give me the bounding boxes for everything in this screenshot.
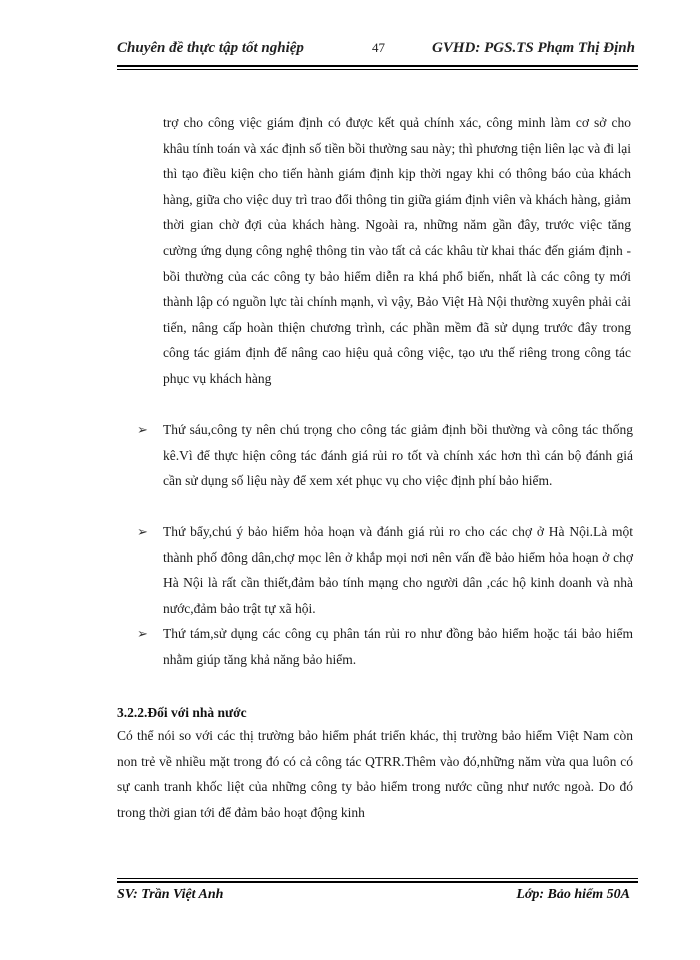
- footer-student: SV: Trần Việt Anh: [117, 887, 224, 902]
- list-item-text: Thứ tám,sử dụng các công cụ phân tán rủi ro như đồng bảo hiểm hoặc tái bảo hiểm nhằm giúp tăng khả năng bảo hiểm.: [163, 626, 633, 667]
- list-item: [137, 621, 633, 672]
- body-paragraph-2: Có thể nói so với các thị trường bảo hiểm phát triển khác, thị trường bảo hiểm Việt Nam còn non trẻ về nhiều mặt trong đó có cả công tác QTRR.Thêm vào đó,những năm vừa qua luôn có sự canh tranh khốc liệt của những công ty bảo hiểm trong nước cũng như nước ngoà. Do đó trong thời gian tới để đảm bảo hoạt động kinh: [117, 728, 633, 820]
- arrowhead-bullet-icon: ➢: [137, 422, 148, 437]
- body-paragraph-1: trợ cho công việc giám định có được kết quả chính xác, công minh làm cơ sở cho khâu tính toán và xác định số tiền bồi thường sau này; thì phương tiện liên lạc và đi lại thì tạo điều kiện cho tiến hành giám định kịp thời ngay khi có thông báo của khách hàng, giữa cho việc duy trì trao đổi thông tin giữa giám định viên và khách hàng, giảm thời gian chờ đợi của khách hàng. Ngoài ra, những năm gần đây, trước việc tăng cường ứng dụng công nghệ thông tin vào tất cả các khâu từ khai thác đến giám định - bồi thường của các công ty bảo hiểm diễn ra khá phổ biến, nhất là các công ty mới thành lập có nguồn lực tài chính mạnh, vì vậy, Bảo Việt Hà Nội thường xuyên phải cải tiến, nâng cấp hoàn thiện chương trình, các phần mềm đã sử dụng trước đây trong công tác giám định để nâng cao hiệu quả công việc, tạo ưu thế riêng trong công tác phục vụ khách hàng: [163, 115, 631, 386]
- section-heading: 3.2.2.Đối với nhà nước: [117, 705, 247, 720]
- list-item-text: Thứ bẩy,chú ý bảo hiểm hỏa hoạn và đánh giá rủi ro cho các chợ ở Hà Nội.Là một thành phố đông dân,chợ mọc lên ở khắp mọi nơi nên vấn đề bảo hiểm hỏa hoạn ở chợ Hà Nội là rất cần thiết,đảm bảo tính mạng cho người dân ,các hộ kinh doanh và nhà nước,đảm bảo trật tự xã hội.: [163, 524, 633, 616]
- page-header: [117, 40, 635, 62]
- list-item: [137, 417, 633, 494]
- page-footer: [117, 887, 630, 907]
- arrowhead-bullet-icon: ➢: [137, 524, 148, 539]
- header-rule: [117, 65, 638, 70]
- footer-rule: [117, 878, 638, 883]
- list-item: [137, 519, 633, 621]
- list-item-text: Thứ sáu,công ty nên chú trọng cho công tác giảm định bồi thường và công tác thống kê.Vì để thực hiện công tác đánh giá rủi ro tốt và chính xác hơn thì cán bộ đánh giá cần sử dụng số liệu này để xem xét phục vụ cho việc định phí bảo hiểm.: [163, 422, 633, 489]
- page-number: 47: [372, 40, 385, 55]
- footer-class: Lớp: Bảo hiểm 50A: [516, 887, 630, 902]
- arrowhead-bullet-icon: ➢: [137, 626, 148, 641]
- header-advisor: GVHD: PGS.TS Phạm Thị Định: [432, 40, 635, 56]
- header-thesis-title: Chuyên đề thực tập tốt nghiệp: [117, 40, 304, 56]
